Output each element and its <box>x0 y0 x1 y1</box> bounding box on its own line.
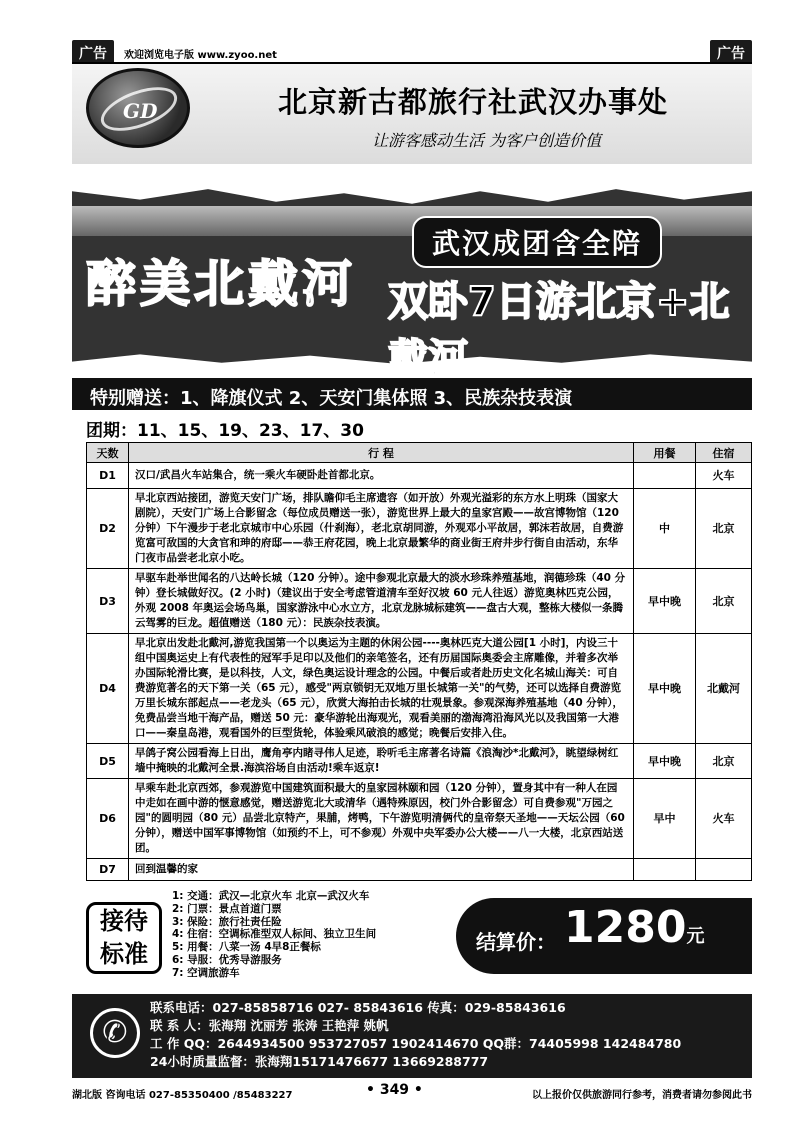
row-stay: 北京 <box>696 489 752 569</box>
table-row <box>87 489 752 569</box>
row-stay: 北京 <box>696 744 752 779</box>
tour-banner <box>72 166 752 376</box>
price-value: 1280 <box>564 902 687 953</box>
contact-persons: 联 系 人：张海翔 沈丽芳 张涛 王艳萍 姚帆 <box>150 1018 389 1033</box>
page-number: • 349 • <box>366 1082 423 1098</box>
gift-bar: 特别赠送：1、降旗仪式 2、天安门集体照 3、民族杂技表演 <box>72 378 752 410</box>
list-item: 4: 住宿：空调标准型双人标间、独立卫生间 <box>172 928 377 941</box>
price-badge <box>456 898 752 974</box>
list-item: 7: 空调旅游车 <box>172 966 240 979</box>
ad-label-right: 广告 <box>710 40 752 66</box>
row-stay <box>696 859 752 881</box>
contact-supervision: 24小时质量监督：张海翔15171476677 13669288777 <box>150 1054 489 1069</box>
list-item: 3: 保险：旅行社责任险 <box>172 915 282 928</box>
row-day: D7 <box>87 859 129 881</box>
row-desc: 早北京出发赴北戴河,游览我国第一个以奥运为主题的休闲公园----奥林匹克大道公园[1 小时]，内设三十组中国奥运史上有代表性的冠军手足印以及他们的亲笔签名，还有历届国际奥委会主席雕像，并着多次举办国际轮滑比赛，是以科技，人文，绿色奥运设计理念的公园。中餐后或者赴历史文化名城山海关：可自费游览著名的天下第一关（65 元），感受"两京锁钥无双地万里长城第一关"的气势，还可以选择自费游览万里长城东部起点——老龙头（65 元），欣赏大海拍击长城的壮观景象。参观深海养殖基地（40 分钟），免费品尝当地干海产品，赠送 50 元：豪华游轮出海观光，观看美丽的渤海湾沿海风光以及我国第一大港口——秦皇岛港，观看国外的巨型货轮，体验乘风破浪的感觉；晚餐后安排入住。 <box>129 634 634 744</box>
list-item: 5: 用餐：八菜一汤 4早8正餐标 <box>172 941 321 954</box>
table-row <box>87 634 752 744</box>
standard-label-top: 接待 <box>100 907 148 935</box>
row-day: D1 <box>87 463 129 489</box>
row-day: D3 <box>87 569 129 634</box>
ad-label-left: 广告 <box>72 40 114 66</box>
slogan: 让游客感动生活 为客户创造价值 <box>372 131 602 150</box>
header <box>72 64 752 164</box>
header-meal: 用餐 <box>634 443 696 463</box>
company-name: 北京新古都旅行社武汉办事处 <box>278 85 669 119</box>
row-stay: 火车 <box>696 779 752 859</box>
row-desc: 早北京西站接团，游览天安门广场，排队瞻仰毛主席遗容（如开放）外观光溢彩的东方水上明珠（国家大剧院），天安门广场上合影留念（每位成员赠送一张），游览世界上最大的皇家宫殿——故宫博物馆（120 分钟）下午漫步于老北京城市中心乐园（什刹海），老北京胡同游，外观邓小平故居，郭沫若故居，自费游览富可敌国的大贪官和珅的府邸——恭王府花园，晚上北京最繁华的商业街王府井步行街自由活动，东华门夜市品尝老北京小吃。 <box>129 489 634 569</box>
row-stay: 火车 <box>696 463 752 489</box>
row-meal: 早中 <box>634 779 696 859</box>
row-day: D4 <box>87 634 129 744</box>
banner-title-calligraphy: 醉美北戴河 <box>86 254 356 313</box>
banner-tagline: 武汉成团含全陪 <box>412 216 662 268</box>
service-standard-badge <box>86 902 162 974</box>
row-day: D5 <box>87 744 129 779</box>
price-label: 结算价： <box>476 930 556 954</box>
row-meal: 早中晚 <box>634 744 696 779</box>
service-standard-list <box>172 890 376 980</box>
row-desc: 早驱车赴举世闻名的八达岭长城（120 分钟）。途中参观北京最大的淡水珍珠养殖基地，润德珍珠（40 分钟）登长城做好汉。(2 小时)（建议出于安全考虑管道清车至好汉坡 60 元人往返）游览奥林匹克公园，外观 2008 年奥运会场鸟巢，国家游泳中心水立方，北京龙脉城标建筑——盘古大观，整栋大楼似一条腾云驾雾的巨龙。超值赠送（180 元）：民族杂技表演。 <box>129 569 634 634</box>
row-day: D2 <box>87 489 129 569</box>
row-day: D6 <box>87 779 129 859</box>
price-unit: 元 <box>686 926 705 947</box>
table-header-row <box>87 443 752 463</box>
header-itinerary: 行 程 <box>129 443 634 463</box>
price-value-wrap <box>564 902 704 953</box>
footer-edition: 湖北版 咨询电话 027-85350400 /85483227 <box>72 1090 293 1101</box>
table-row <box>87 463 752 489</box>
row-meal: 早中晚 <box>634 634 696 744</box>
company-logo <box>86 68 190 148</box>
row-desc: 回到温馨的家 <box>129 859 634 881</box>
footer-disclaimer: 以上报价仅供旅游同行参考，消费者请勿参阅此书 <box>532 1090 752 1101</box>
list-item: 1: 交通：武汉—北京火车 北京—武汉火车 <box>172 890 370 902</box>
contact-qq: 工 作 QQ：2644934500 953727057 1902414670 QQ群：74405998 142484780 <box>150 1036 682 1051</box>
list-item: 6: 导服：优秀导游服务 <box>172 953 282 966</box>
banner-main-title: 双卧7日游北京+北戴河 <box>388 279 730 376</box>
header-stay: 住宿 <box>696 443 752 463</box>
itinerary-table <box>86 442 752 881</box>
list-item: 2: 门票：景点首道门票 <box>172 902 282 915</box>
torn-paper-top <box>72 166 752 208</box>
contact-panel <box>72 994 752 1078</box>
contact-phone: 联系电话：027-85858716 027- 85843616 传真：029-85843616 <box>150 1000 566 1015</box>
row-meal <box>634 859 696 881</box>
phone-icon: ✆ <box>90 1008 140 1058</box>
row-desc: 早乘车赴北京西郊，参观游览中国建筑面积最大的皇家园林颐和园（120 分钟），置身其中有一种人在园中走如在画中游的惬意感觉，赠送游览北大或清华（遇特殊原因，校门外合影留念）可自费参观"万园之园"的圆明园（80 元）品尝北京特产，果脯，烤鸭，下午游览明清俩代的皇帝祭天圣地——天坛公园（60 分钟），赠送中国军事博物馆（如预约不上，可不参观）外观中央军委办公大楼——八一大楼，北京西站送团。 <box>129 779 634 859</box>
table-row <box>87 859 752 881</box>
header-day: 天数 <box>87 443 129 463</box>
row-meal: 早中晚 <box>634 569 696 634</box>
row-meal: 中 <box>634 489 696 569</box>
row-stay: 北京 <box>696 569 752 634</box>
row-meal <box>634 463 696 489</box>
row-stay: 北戴河 <box>696 634 752 744</box>
standard-label-bottom: 标准 <box>100 940 148 968</box>
table-row <box>87 569 752 634</box>
row-desc: 汉口/武昌火车站集合，统一乘火车硬卧赴首都北京。 <box>129 463 634 489</box>
table-row <box>87 779 752 859</box>
row-desc: 早鸽子窝公园看海上日出，鹰角亭内睹寻伟人足迹，聆听毛主席著名诗篇《浪淘沙*北戴河》，眺望绿树红墙中掩映的北戴河全景.海滨浴场自由活动!乘车返京! <box>129 744 634 779</box>
departure-dates: 团期：11、15、19、23、17、30 <box>86 421 364 441</box>
logo-text: GD <box>123 99 158 123</box>
contact-lines <box>150 999 681 1071</box>
welcome-text: 欢迎浏览电子版 www.zyoo.net <box>124 50 277 61</box>
table-row <box>87 744 752 779</box>
